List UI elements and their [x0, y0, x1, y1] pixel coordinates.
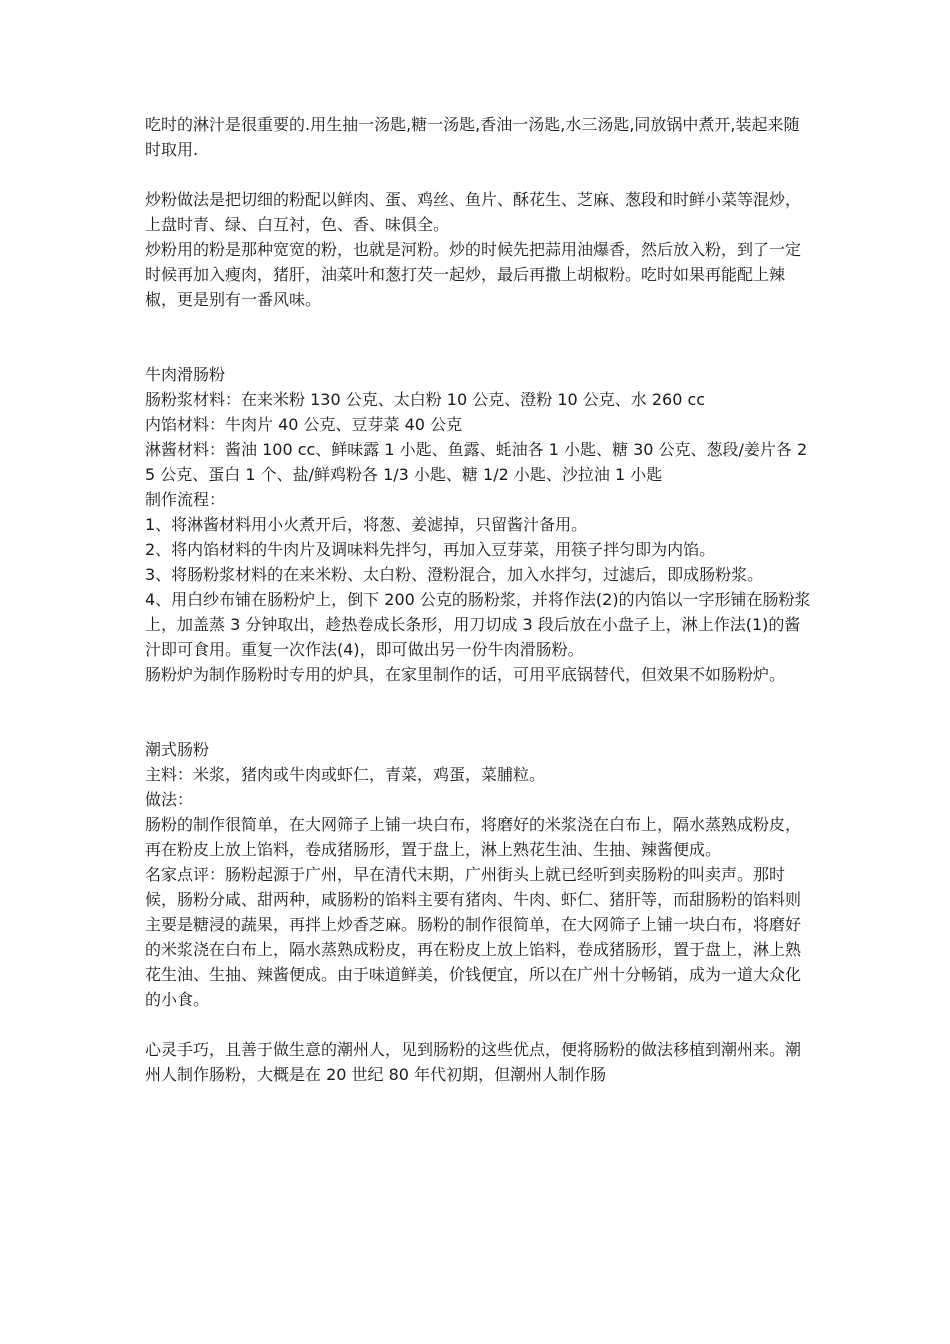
sauce-ingredients: 淋酱材料：酱油 100 cc、鲜味露 1 小匙、鱼露、蚝油各 1 小匙、糖 30 公克、葱段/姜片各 25 公克、蛋白 1 个、盐/鲜鸡粉各 1/3 小匙、糖 1/2 小匙、沙拉油 1 小匙	[145, 440, 808, 484]
expert-comment: 名家点评：肠粉起源于广州，早在清代末期，广州街头上就已经听到卖肠粉的叫卖声。那时候，肠粉分咸、甜两种，咸肠粉的馅料主要有猪肉、牛肉、虾仁、猪肝等，而甜肠粉的馅料则主要是糖浸的蔬果，再拌上炒香芝麻。肠粉的制作很简单，在大网筛子上铺一块白布，将磨好的米浆浇在白布上，隔水蒸熟成粉皮，再在粉皮上放上馅料，卷成猪肠形，置于盘上，淋上熟花生油、生抽、辣酱便成。由于味道鲜美，价钱便宜，所以在广州十分畅销，成为一道大众化的小食。	[145, 865, 802, 1009]
document-page	[145, 112, 813, 1087]
step-4: 4、用白纱布铺在肠粉炉上，倒下 200 公克的肠粉浆，并将作法(2)的内馅以一字形铺在肠粉浆上，加盖蒸 3 分钟取出，趁热卷成长条形，用刀切成 3 段后放在小盘子上，淋上作法(1)的酱汁即可食用。重复一次作法(4)，即可做出另一份牛肉滑肠粉。	[145, 590, 811, 659]
section-title: 潮式肠粉	[145, 740, 210, 759]
spacer	[145, 1012, 813, 1037]
beef-rice-roll-section	[145, 362, 813, 687]
spacer	[145, 312, 813, 362]
batter-ingredients: 肠粉浆材料：在来米粉 130 公克、太白粉 10 公克、澄粉 10 公克、水 260 cc	[145, 390, 706, 409]
stove-note: 肠粉炉为制作肠粉时专用的炉具，在家里制作的话，可用平底锅替代，但效果不如肠粉炉。	[145, 665, 786, 684]
fried-noodle-paragraph: 炒粉做法是把切细的粉配以鲜肉、蛋、鸡丝、鱼片、酥花生、芝麻、葱段和时鲜小菜等混炒，上盘时青、绿、白互衬，色、香、味俱全。	[145, 190, 802, 234]
history-text: 心灵手巧，且善于做生意的潮州人，见到肠粉的这些优点，便将肠粉的做法移植到潮州来。潮州人制作肠粉，大概是在 20 世纪 80 年代初期，但潮州人制作肠	[145, 1040, 802, 1084]
spacer	[145, 162, 813, 187]
process-title: 制作流程：	[145, 490, 226, 509]
main-ingredients: 主料：米浆，猪肉或牛肉或虾仁，青菜，鸡蛋，菜脯粒。	[145, 765, 546, 784]
method-text: 肠粉的制作很简单，在大网筛子上铺一块白布，将磨好的米浆浇在白布上，隔水蒸熟成粉皮，再在粉皮上放上馅料，卷成猪肠形，置于盘上，淋上熟花生油、生抽、辣酱便成。	[145, 815, 802, 859]
step-3: 3、将肠粉浆材料的在来米粉、太白粉、澄粉混合，加入水拌匀，过滤后，即成肠粉浆。	[145, 565, 764, 584]
chaozhou-rice-roll-section	[145, 737, 813, 1087]
fried-noodle-method-paragraph: 炒粉用的粉是那种宽宽的粉，也就是河粉。炒的时候先把蒜用油爆香，然后放入粉，到了一定时候再加入瘦肉，猪肝，油菜叶和葱打芡一起炒，最后再撒上胡椒粉。吃时如果再能配上辣椒，更是别有一番风味。	[145, 240, 802, 309]
step-1: 1、将淋酱材料用小火煮开后，将葱、姜滤掉，只留酱汁备用。	[145, 515, 588, 534]
sauce-paragraph: 吃时的淋汁是很重要的.用生抽一汤匙,糖一汤匙,香油一汤匙,水三汤匙,同放锅中煮开,装起来随时取用.	[145, 115, 800, 159]
step-2: 2、将内馅材料的牛肉片及调味料先拌匀，再加入豆芽菜，用筷子拌匀即为内馅。	[145, 540, 716, 559]
filling-ingredients: 内馅材料：牛肉片 40 公克、豆芽菜 40 公克	[145, 415, 463, 434]
spacer	[145, 687, 813, 737]
section-title: 牛肉滑肠粉	[145, 365, 226, 384]
method-title: 做法：	[145, 790, 194, 809]
